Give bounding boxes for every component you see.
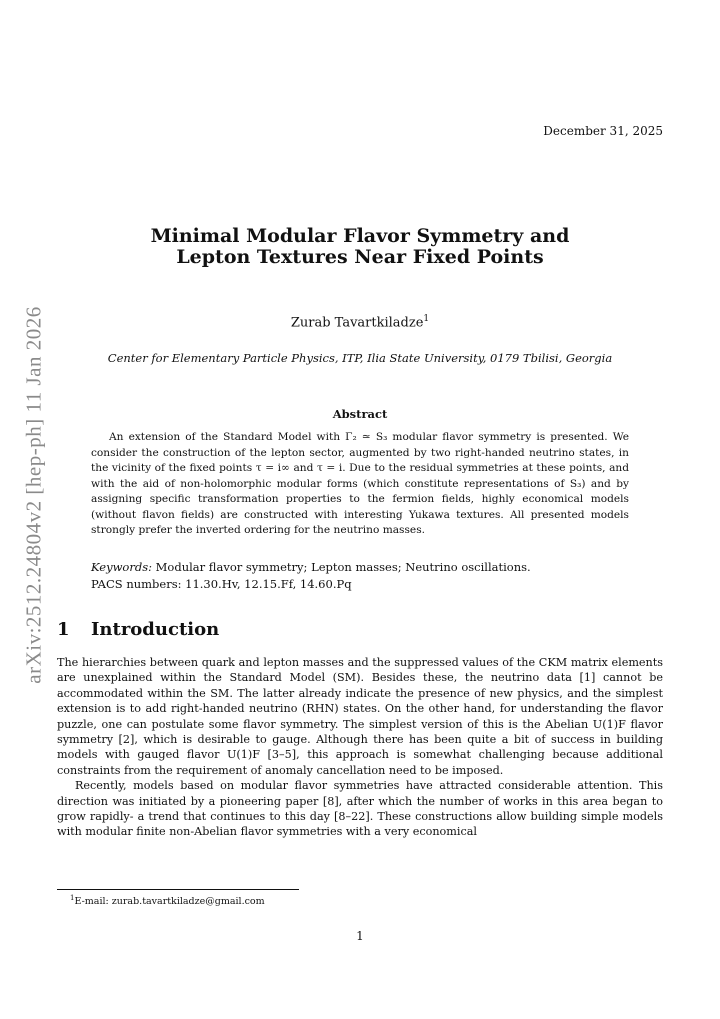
paragraph-2: Recently, models based on modular flavor symmetries have attracted considerable attention. This direction was initiated by a pioneering paper [8], after which the number of works in this area began to grow rapidly- a trend that continues to this day [8–22]. These constructions allow building simple models with modular finite non-Abelian flavor symmetries with a very economical [57, 779, 663, 839]
section-title: Introduction [91, 619, 220, 640]
abstract-text: An extension of the Standard Model with Γ₂ ≃ S₃ modular flavor symmetry is presented. We consider the construction of the lepton sector, augmented by two right-handed neutrino states, in the vicinity of the fixed points τ = i∞ and τ = i. Due to the residual symmetries at these points, and with the aid of non-holomorphic modular forms (which constitute representations of S₃) and by assigning specific transformation properties to the fermion fields, highly economical models (without flavon fields) are constructed with interesting Yukawa textures. All presented models strongly prefer the inverted ordering for the neutrino masses. [91, 431, 629, 536]
section-heading [57, 619, 219, 640]
affiliation: Center for Elementary Particle Physics, ITP, Ilia State University, 0179 Tbilisi, Georgia [107, 351, 613, 365]
arxiv-stamp: arXiv:2512.24804v2 [hep-ph] 11 Jan 2026 [21, 306, 46, 684]
date: December 31, 2025 [543, 124, 663, 138]
keywords-block [91, 559, 531, 593]
abstract [91, 430, 629, 539]
title-line-2: Lepton Textures Near Fixed Points [176, 246, 544, 268]
keywords-text: Modular flavor symmetry; Lepton masses; Neutrino oscillations. [155, 560, 531, 574]
paragraph-1: The hierarchies between quark and lepton masses and the suppressed values of the CKM matrix elements are unexplained within the Standard Model (SM). Besides these, the neutrino data [1] cannot be accommodated within the SM. The latter already indicate the presence of new physics, and the simplest extension is to add right-handed neutrino (RHN) states. On the other hand, for understanding the flavor puzzle, one can postulate some flavor symmetry. The simplest version of this is the Abelian U(1)F flavor symmetry [2], which is desirable to gauge. Although there has been quite a bit of success in building models with gauged flavor U(1)F [3–5], this approach is somewhat challenging because additional constraints from the requirement of anomaly cancellation need to be imposed. [57, 656, 663, 777]
author [0, 314, 720, 330]
section-number: 1 [57, 619, 70, 640]
pacs-numbers: PACS numbers: 11.30.Hv, 12.15.Ff, 14.60.Pq [91, 577, 352, 591]
title-line-1: Minimal Modular Flavor Symmetry and [150, 225, 570, 247]
abstract-heading: Abstract [332, 407, 388, 421]
footnote-mark: 1 [70, 894, 75, 902]
author-footnote-mark: 1 [423, 314, 430, 324]
author-name: Zurab Tavartkiladze [290, 315, 424, 331]
page-number: 1 [356, 929, 364, 943]
keywords-label: Keywords: [91, 560, 152, 574]
footnote [70, 894, 265, 907]
paper-title [0, 226, 720, 268]
body-text [57, 655, 663, 840]
footnote-rule [57, 889, 299, 890]
footnote-text: E-mail: zurab.tavartkiladze@gmail.com [74, 896, 265, 908]
